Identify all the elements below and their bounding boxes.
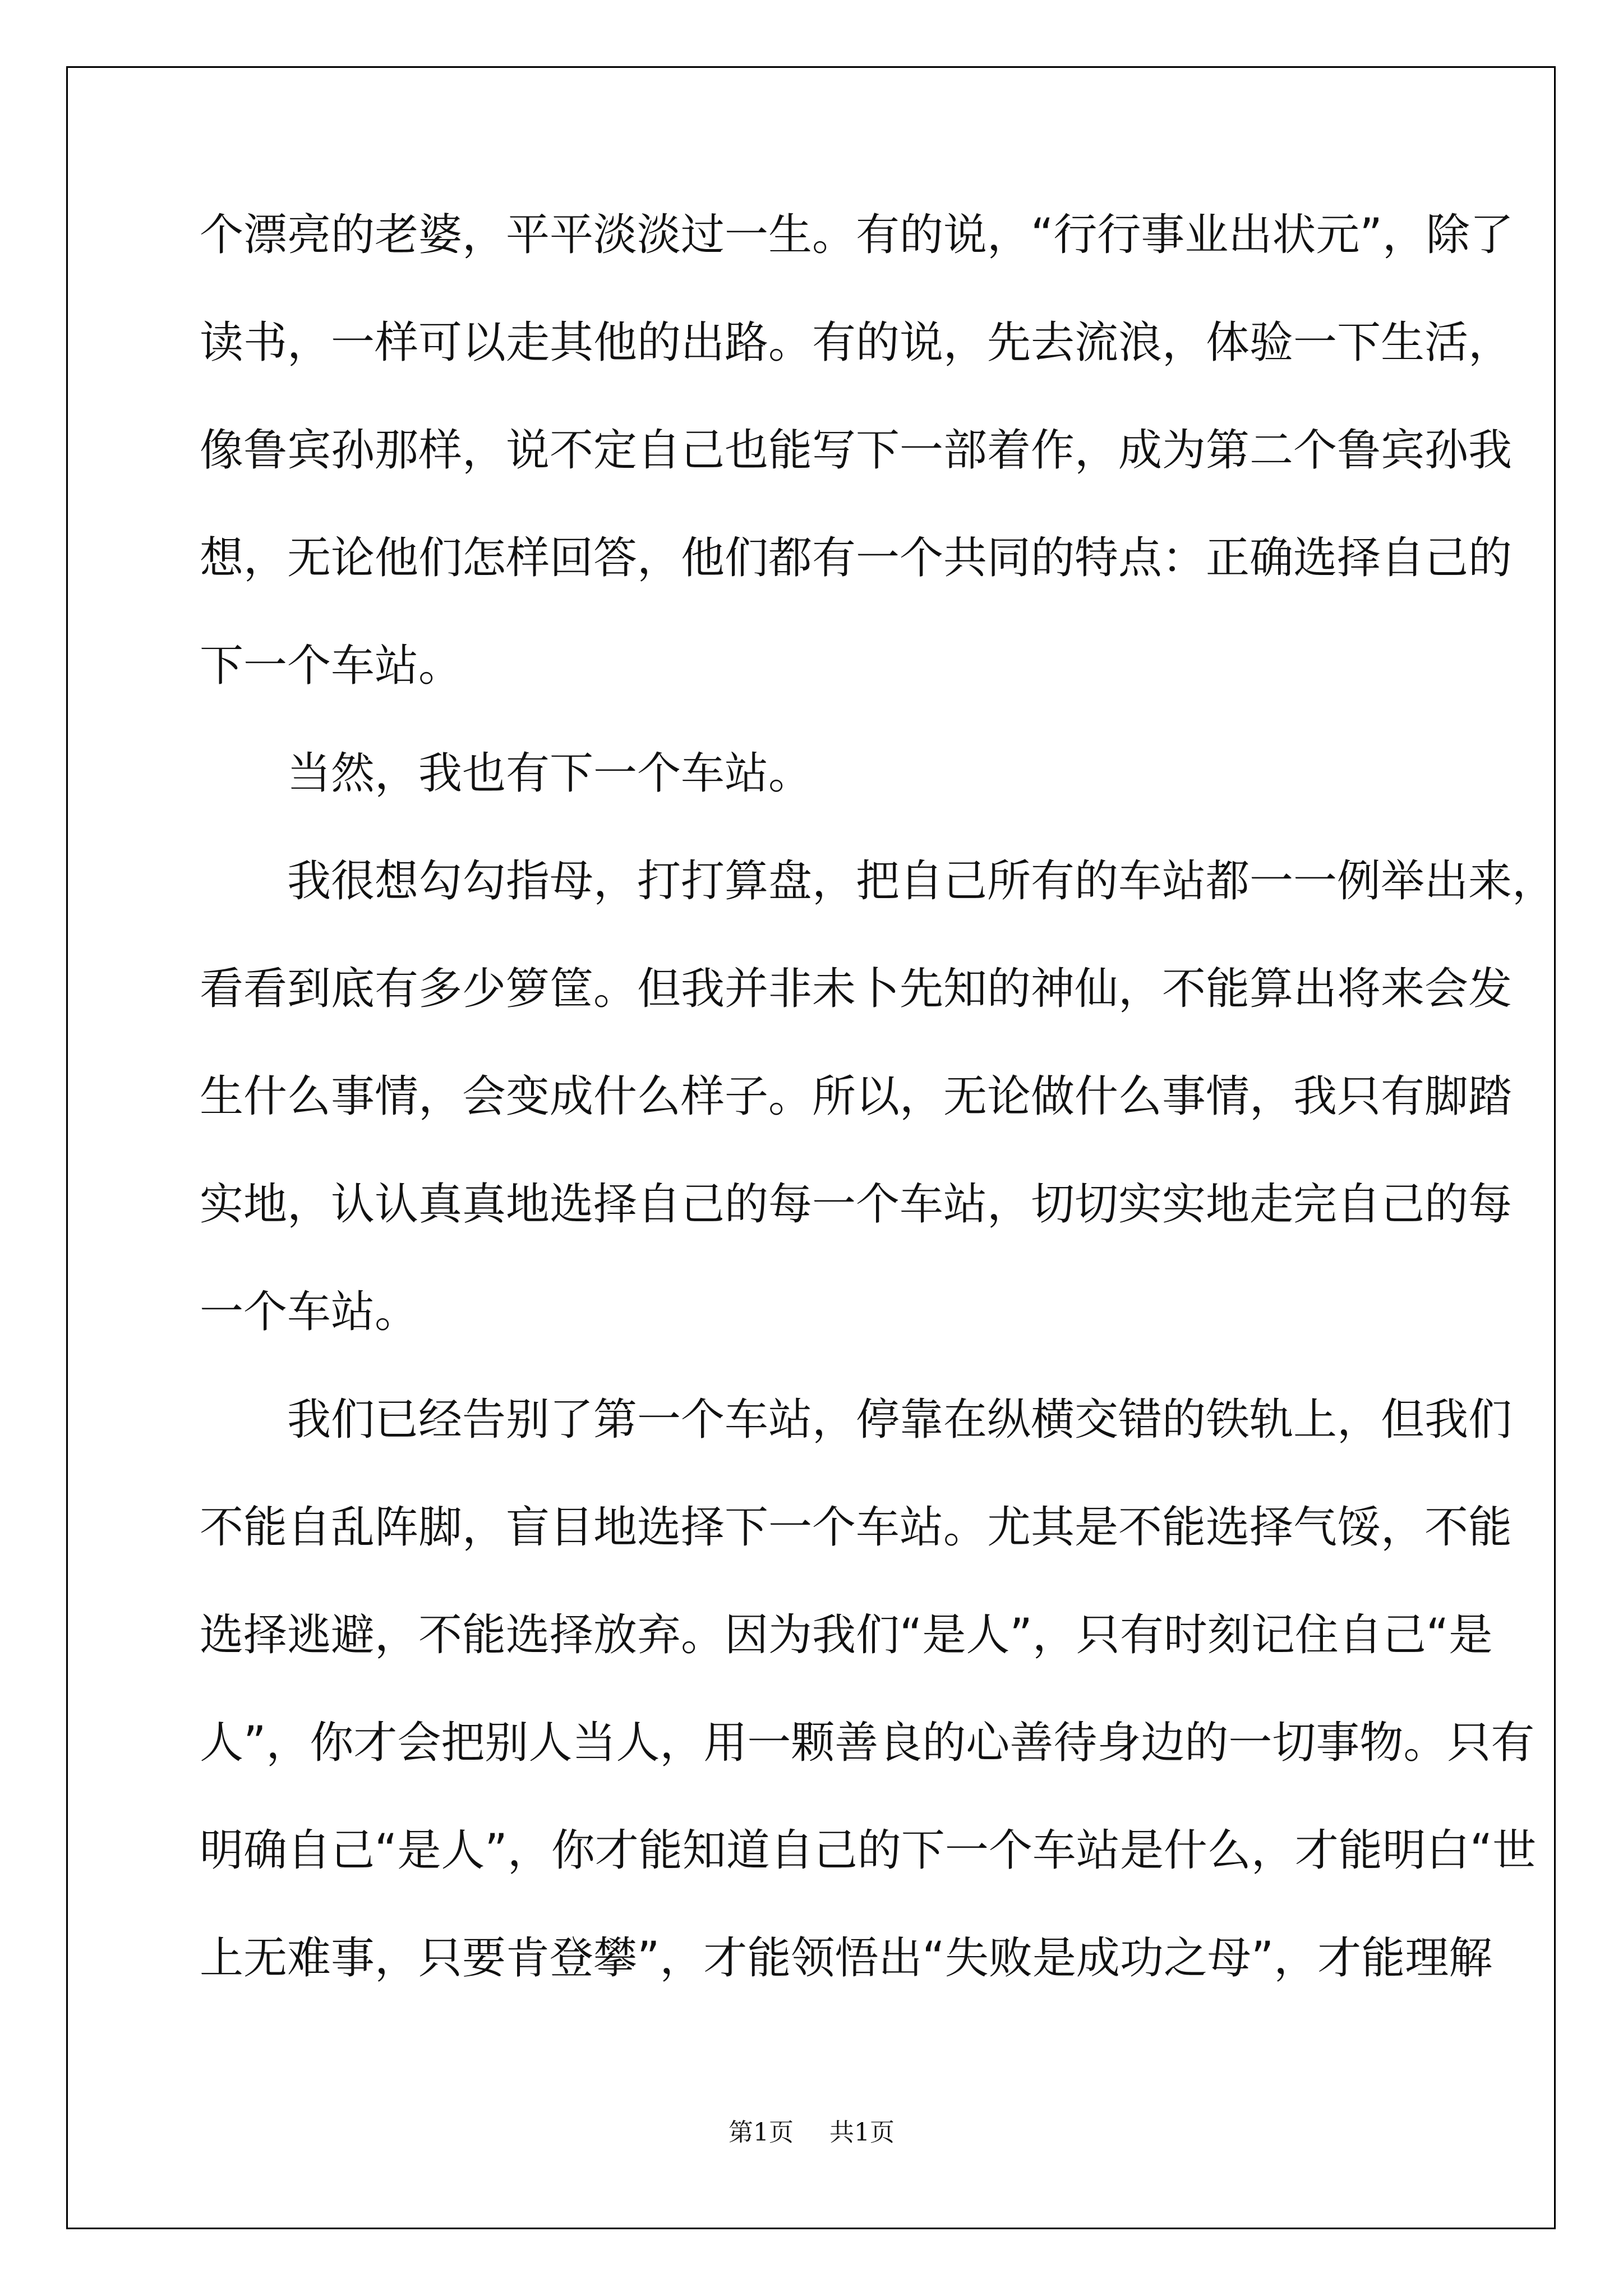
- text-line: 看看到底有多少箩筐。但我并非未卜先知的神仙，不能算出将来会发: [200, 964, 1513, 1014]
- text-line: 想，无论他们怎样回答，他们都有一个共同的特点：正确选择自己的: [200, 533, 1513, 583]
- text-line: 我很想勾勾指母，打打算盘，把自己所有的车站都一一例举出来，: [287, 856, 1556, 907]
- page-footer: [0, 2112, 1623, 2148]
- text-line: 不能自乱阵脚，盲目地选择下一个车站。尤其是不能选择气馁，不能: [200, 1502, 1513, 1553]
- text-line: 人”，你才会把别人当人，用一颗善良的心善待身边的一切事物。只有: [200, 1718, 1535, 1768]
- text-line: 实地，认认真真地选择自己的每一个车站，切切实实地走完自己的每: [200, 1179, 1513, 1230]
- page-total: 共1页: [829, 2118, 895, 2147]
- text-line: 明确自己“是人”，你才能知道自己的下一个车站是什么，才能明白“世: [200, 1825, 1537, 1876]
- text-line: 我们已经告别了第一个车站，停靠在纵横交错的铁轨上，但我们: [287, 1395, 1513, 1445]
- text-line: 一个车站。: [200, 1287, 419, 1337]
- text-line: 选择逃避，不能选择放弃。因为我们“是人”，只有时刻记住自己“是: [200, 1610, 1493, 1660]
- page-number: 第1页: [728, 2118, 794, 2147]
- text-line: 读书，一样可以走其他的出路。有的说，先去流浪，体验一下生活，: [200, 318, 1513, 368]
- text-line: 像鲁宾孙那样，说不定自己也能写下一部着作，成为第二个鲁宾孙我: [200, 425, 1513, 476]
- document-body: [200, 208, 1556, 2039]
- text-line: 下一个车站。: [200, 641, 463, 691]
- text-line: 当然，我也有下一个车站。: [287, 748, 813, 799]
- text-line: 生什么事情，会变成什么样子。所以，无论做什么事情，我只有脚踏: [200, 1071, 1513, 1122]
- text-line: 个漂亮的老婆，平平淡淡过一生。有的说，“行行事业出状元”，除了: [200, 210, 1514, 260]
- text-line: 上无难事，只要肯登攀”，才能领悟出“失败是成功之母”，才能理解: [200, 1933, 1493, 1984]
